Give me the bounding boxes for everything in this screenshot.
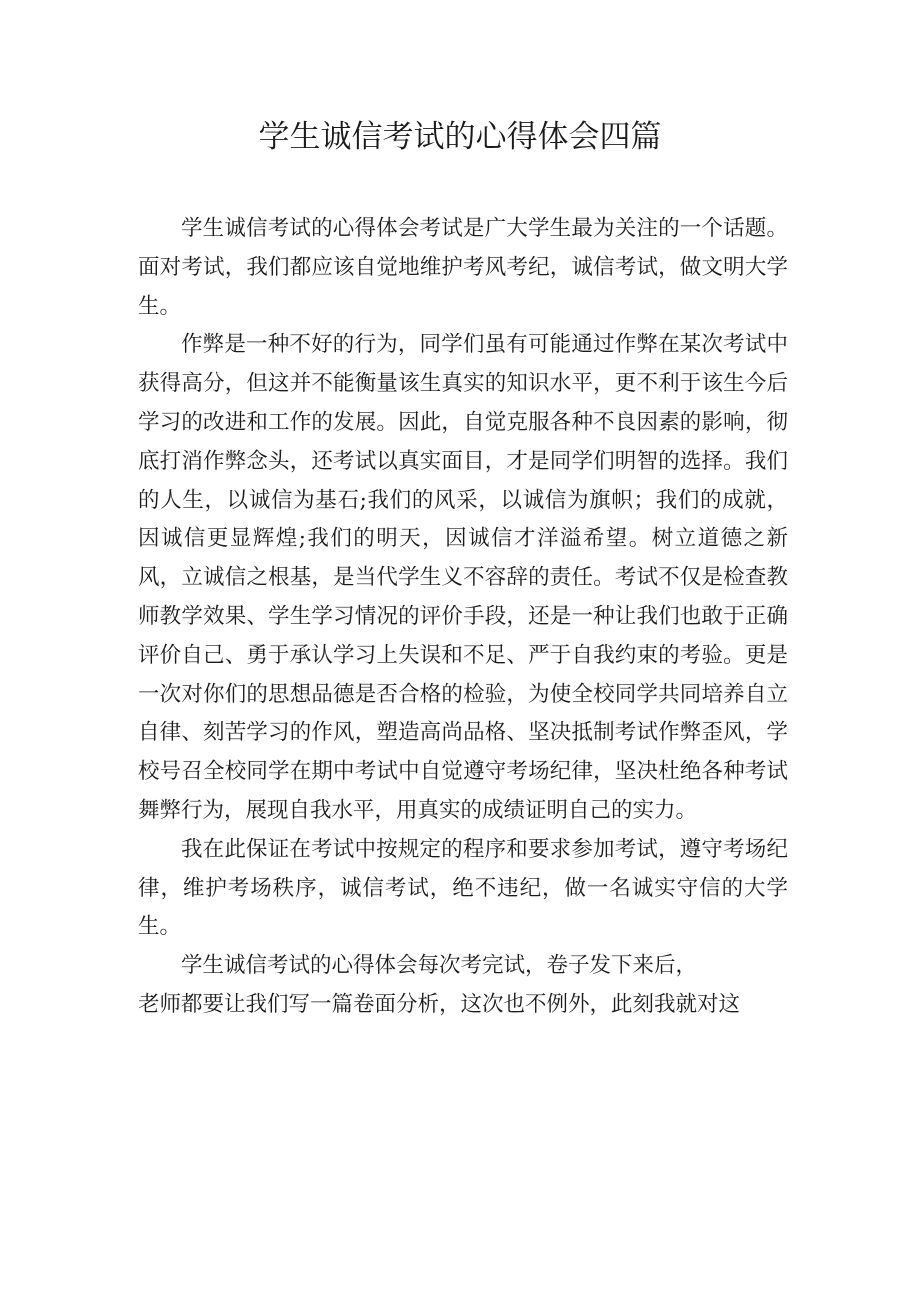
paragraph-1: 学生诚信考试的心得体会考试是广大学生最为关注的一个话题。面对考试，我们都应该自觉地维护考风考纪，诚信考试，做文明大学生。: [138, 216, 788, 319]
paragraph-4-line-1: 学生诚信考试的心得体会每次考完试，卷子发下来后，: [181, 953, 698, 979]
paragraph-2: 作弊是一种不好的行为，同学们虽有可能通过作弊在某次考试中获得高分，但这并不能衡量该生真实的知识水平，更不利于该生今后学习的改进和工作的发展。因此，自觉克服各种不良因素的影响，彻底打消作弊念头，还考试以真实面目，才是同学们明智的选择。我们的人生，以诚信为基石;我们的风采，以诚信为旗帜；我们的成就，因诚信更显辉煌;我们的明天，因诚信才洋溢希望。树立道德之新风，立诚信之根基，是当代学生义不容辞的责任。考试不仅是检查教师教学效果、学生学习情况的评价手段，还是一种让我们也敢于正确评价自己、勇于承认学习上失误和不足、严于自我约束的考验。更是一次对你们的思想品德是否合格的检验，为使全校同学共同培养自立自律、刻苦学习的作风，塑造高尚品格、坚决抵制考试作弊歪风，学校号召全校同学在期中考试中自觉遵守考场纪律，坚决杜绝各种考试舞弊行为，展现自我水平，用真实的成绩证明自己的实力。: [138, 332, 788, 823]
document-body: [138, 210, 788, 1025]
paragraph-4: [138, 947, 788, 1025]
paragraph-3: 我在此保证在考试中按规定的程序和要求参加考试，遵守考场纪律，维护考场秩序，诚信考试，绝不违纪，做一名诚实守信的大学生。: [138, 836, 788, 940]
document-title: 学生诚信考试的心得体会四篇: [258, 119, 662, 155]
paragraph-4-line-2: 老师都要让我们写一篇卷面分析，这次也不例外，此刻我就对这: [138, 991, 741, 1017]
